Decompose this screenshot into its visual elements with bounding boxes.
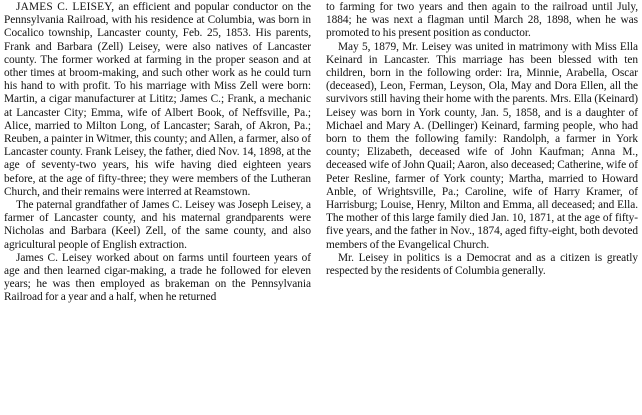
subject-name-heading: JAMES C. LEISEY,: [16, 1, 115, 13]
right-column: [326, 1, 638, 278]
biography-intro-paragraph: [4, 1, 311, 199]
career-continued-paragraph: to farming for two years and then again to the railroad until July, 1884; he was next a flagman until March 28, 1898, when he was promoted to his present position as conductor.: [326, 1, 638, 40]
grandparents-paragraph: The paternal grandfather of James C. Leisey was Joseph Leisey, a farmer of Lancaster county, and his maternal grandparents were Nicholas and Barbara (Keel) Zell, of the same county, and also agricultural people of English extraction.: [4, 199, 311, 251]
marriage-family-paragraph: May 5, 1879, Mr. Leisey was united in matrimony with Miss Ella Keinard in Lancaster. This marriage has been blessed with ten children, born in the following order: Ira, Minnie, Arabella, Oscar (deceased), Leon, Ferman, Leyson, Ola, May and Dora Ellen, all the survivors still having their home with the parents. Mrs. Ella (Keinard) Leisey was born in York county, Jan. 5, 1858, and is a daughter of Michael and Mary A. (Dellinger) Keinard, farming people, who had born to them the following family: Randolph, a farmer in York county; Elizabeth, deceased wife of John Kaufman; Anna M., deceased wife of John Quail; Aaron, also deceased; Catherine, wife of Peter Resline, farmer of York county; Martha, married to Howard Anble, of Wrightsville, Pa.; Caroline, wife of Harry Kramer, of Harrisburg; Louise, Henry, Milton and Emma, all deceased; and Ella. The mother of this large family died Jan. 10, 1871, at the age of fifty-five years, and the father in Nov., 1874, aged fifty-eight, both devoted members of the Evangelical Church.: [326, 40, 638, 251]
left-column: [4, 1, 311, 305]
biography-intro-text: an efficient and popular conductor on the Pennsylvania Railroad, with his residence at Columbia, was born in Cocalico township, Lancaster county, Feb. 25, 1853. His parents, Frank and Barbara (Zell) Leisey, were also natives of Lancaster county. The former worked at farming in the proper season and at other times at broom-making, and such other work as he could turn his hand to with profit. To his marriage with Miss Zell were born: Martin, a cigar manufacturer at Lititz; James C.; Frank, a mechanic at Lancaster City; Emma, wife of Albert Book, of Neffsville, Pa.; Alice, married to Milton Long, of Lancaster; Sarah, of Akron, Pa.; Reuben, a painter in Witmer, this county; and Allen, a farmer, also of Lancaster county. Frank Leisey, the father, died Nov. 14, 1898, at the age of seventy-two years, his wife having died eighteen years before, at the age of fifty-three; they were members of the Lutheran Church, and their remains were interred at Reamstown.: [4, 1, 311, 198]
career-paragraph: James C. Leisey worked about on farms until fourteen years of age and then learned cigar-making, a trade he followed for eleven years; he was then employed as brakeman on the Pennsylvania Railroad for a year and a half, when he returned: [4, 251, 311, 304]
politics-paragraph: Mr. Leisey in politics is a Democrat and as a citizen is greatly respected by the residents of Columbia generally.: [326, 251, 638, 278]
